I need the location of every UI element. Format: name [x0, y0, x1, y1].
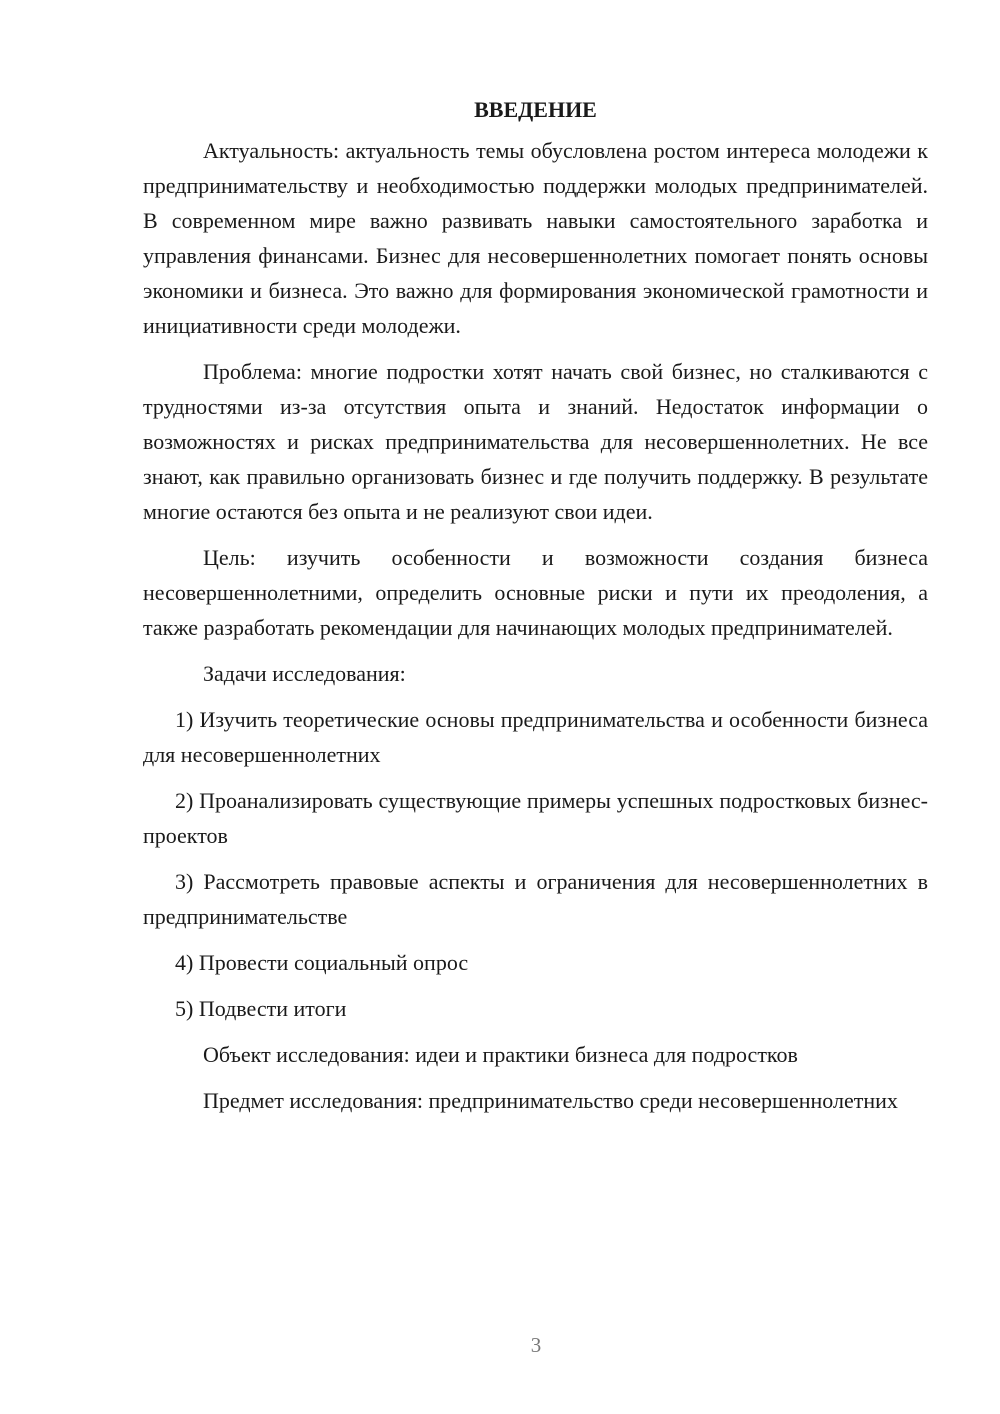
tasks-list	[143, 702, 928, 1026]
document-page	[143, 92, 928, 1129]
research-subject-paragraph: Предмет исследования: предпринимательство среди несовершеннолетних	[203, 1088, 898, 1113]
research-object-paragraph: Объект исследования: идеи и практики бизнеса для подростков	[203, 1042, 798, 1067]
task-item-4: 4) Провести социальный опрос	[175, 950, 469, 975]
tasks-heading: Задачи исследования:	[203, 661, 406, 686]
page-number: 3	[530, 1333, 542, 1357]
task-item-3: 3) Рассмотреть правовые аспекты и ограничения для несовершеннолетних в предпринимательстве	[143, 869, 928, 929]
section-title: ВВЕДЕНИЕ	[474, 97, 597, 122]
task-item-1: 1) Изучить теоретические основы предпринимательства и особенности бизнеса для несовершеннолетних	[143, 707, 928, 767]
relevance-paragraph: Актуальность: актуальность темы обусловлена ростом интереса молодежи к предпринимательству и необходимостью поддержки молодых предпринимателей. В современном мире важно развивать навыки самостоятельного заработка и управления финансами. Бизнес для несовершеннолетних помогает понять основы экономики и бизнеса. Это важно для формирования экономической грамотности и инициативности среди молодежи.	[143, 138, 928, 338]
task-item-2: 2) Проанализировать существующие примеры успешных подростковых бизнес-проектов	[143, 788, 928, 848]
task-item-5: 5) Подвести итоги	[175, 996, 347, 1021]
goal-paragraph: Цель: изучить особенности и возможности создания бизнеса несовершеннолетними, определить основные риски и пути их преодоления, а также разработать рекомендации для начинающих молодых предпринимателей.	[143, 545, 928, 640]
problem-paragraph: Проблема: многие подростки хотят начать свой бизнес, но сталкиваются с трудностями из-за отсутствия опыта и знаний. Недостаток информации о возможностях и рисках предпринимательства для несовершеннолетних. Не все знают, как правильно организовать бизнес и где получить поддержку. В результате многие остаются без опыта и не реализуют свои идеи.	[143, 359, 928, 524]
